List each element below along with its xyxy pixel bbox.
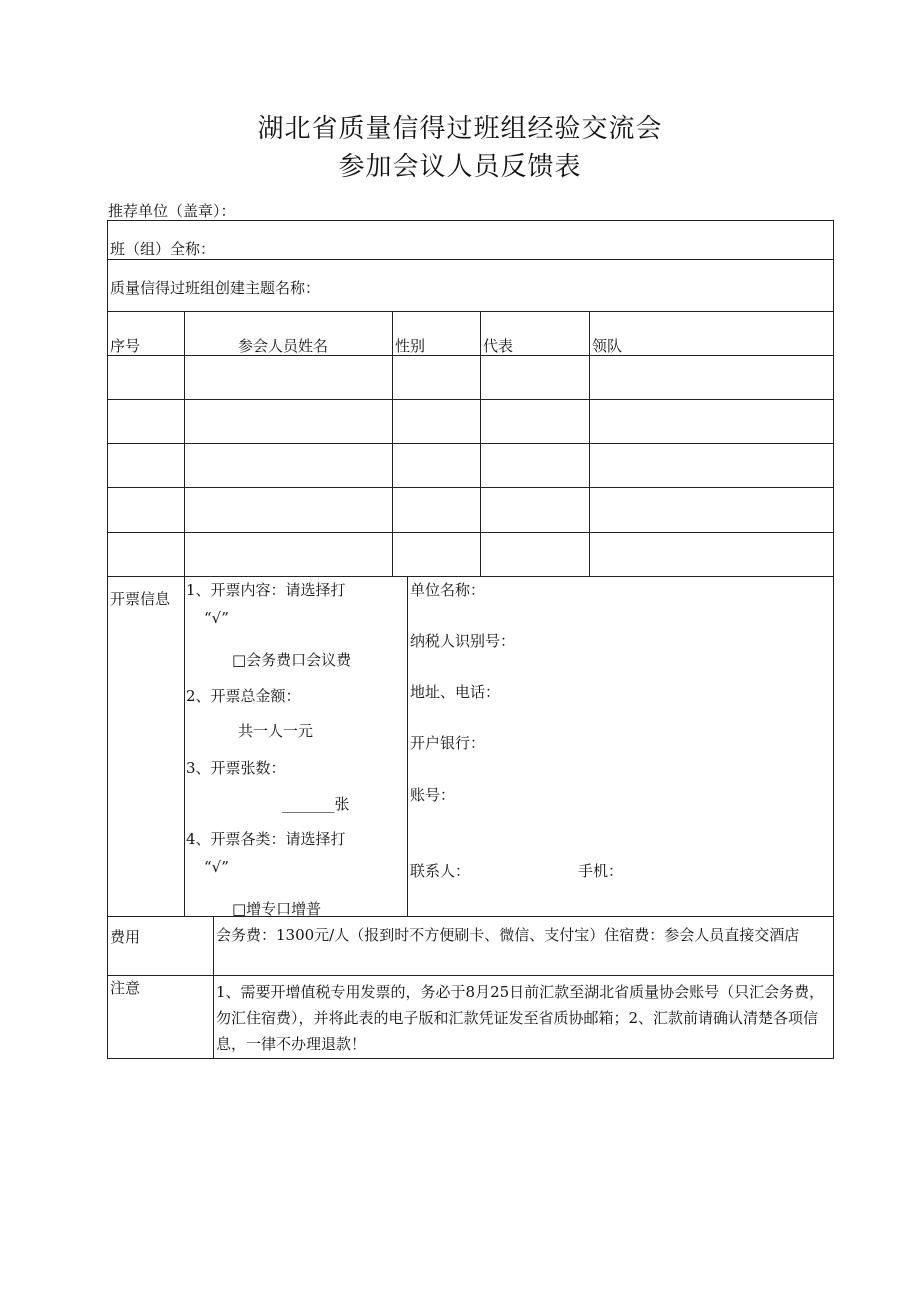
- unit-name-label: 单位名称：: [410, 581, 486, 599]
- contact-label: 联系人：: [410, 862, 471, 880]
- table-line: [184, 576, 185, 916]
- note-text: 1、需要开增值税专用发票的，务必于8月25日前汇款至湖北省质量协会账号（只汇会务费，勿汇住宿费），并将此表的电子版和汇款凭证发至省质协邮箱；2、汇款前请确认清楚各项信息，一律不办理退款！: [216, 983, 825, 1053]
- recommend-unit-label: 推荐单位（盖章）：: [108, 202, 236, 220]
- col-header-name: 参会人员姓名: [238, 337, 329, 355]
- table-line: [107, 576, 834, 577]
- table-line: [407, 576, 408, 916]
- invoice-label: 开票信息: [110, 590, 171, 608]
- table-line: [107, 916, 834, 917]
- fee-text: 会务费：1300元/人（报到时不方便刷卡、微信、支付宝）住宿费：参会人员直接交酒店: [216, 926, 800, 944]
- invoice-content-options[interactable]: □会务费口会议费: [232, 651, 352, 669]
- table-line: [107, 399, 834, 400]
- invoice-total-amount[interactable]: 共一人一元: [238, 722, 314, 740]
- table-line: [107, 355, 834, 356]
- table-line: [589, 311, 590, 576]
- tax-id-label: 纳税人识别号：: [410, 632, 516, 650]
- address-phone-label: 地址、电话：: [410, 683, 501, 701]
- fee-label: 费用: [110, 928, 141, 946]
- table-line: [107, 220, 108, 1059]
- table-line: [107, 1058, 834, 1059]
- table-line: [107, 532, 834, 533]
- mobile-label: 手机：: [578, 862, 624, 880]
- table-line: [107, 487, 834, 488]
- table-line: [392, 311, 393, 576]
- form-title-line2: 参加会议人员反馈表: [338, 152, 582, 182]
- note-label: 注意: [110, 979, 141, 997]
- theme-label: 质量信得过班组创建主题名称：: [110, 279, 321, 297]
- table-line: [107, 443, 834, 444]
- table-line: [107, 259, 834, 260]
- invoice-item3: 3、开票张数：: [186, 759, 286, 777]
- table-line: [184, 311, 185, 576]
- col-header-leader: 领队: [592, 337, 623, 355]
- invoice-item4-check: “√”: [204, 858, 229, 876]
- table-line: [213, 916, 214, 1058]
- invoice-item4: 4、开票各类：请选择打: [186, 830, 346, 848]
- table-line: [833, 220, 834, 1059]
- account-label: 账号：: [410, 786, 456, 804]
- col-header-index: 序号: [110, 337, 141, 355]
- table-line: [107, 311, 834, 312]
- invoice-type-options[interactable]: □增专口增普: [232, 900, 322, 918]
- team-name-label: 班（组）全称：: [110, 240, 216, 258]
- invoice-count[interactable]: _______张: [282, 795, 350, 813]
- table-line: [107, 220, 834, 221]
- table-line: [107, 975, 834, 976]
- invoice-item2: 2、开票总金额：: [186, 687, 301, 705]
- form-title-line1: 湖北省质量信得过班组经验交流会: [257, 114, 663, 144]
- invoice-item1-check: “√”: [204, 609, 229, 627]
- bank-label: 开户银行：: [410, 734, 486, 752]
- invoice-item1: 1、开票内容：请选择打: [186, 581, 346, 599]
- table-line: [480, 311, 481, 576]
- col-header-delegate: 代表: [483, 337, 514, 355]
- col-header-gender: 性别: [395, 337, 426, 355]
